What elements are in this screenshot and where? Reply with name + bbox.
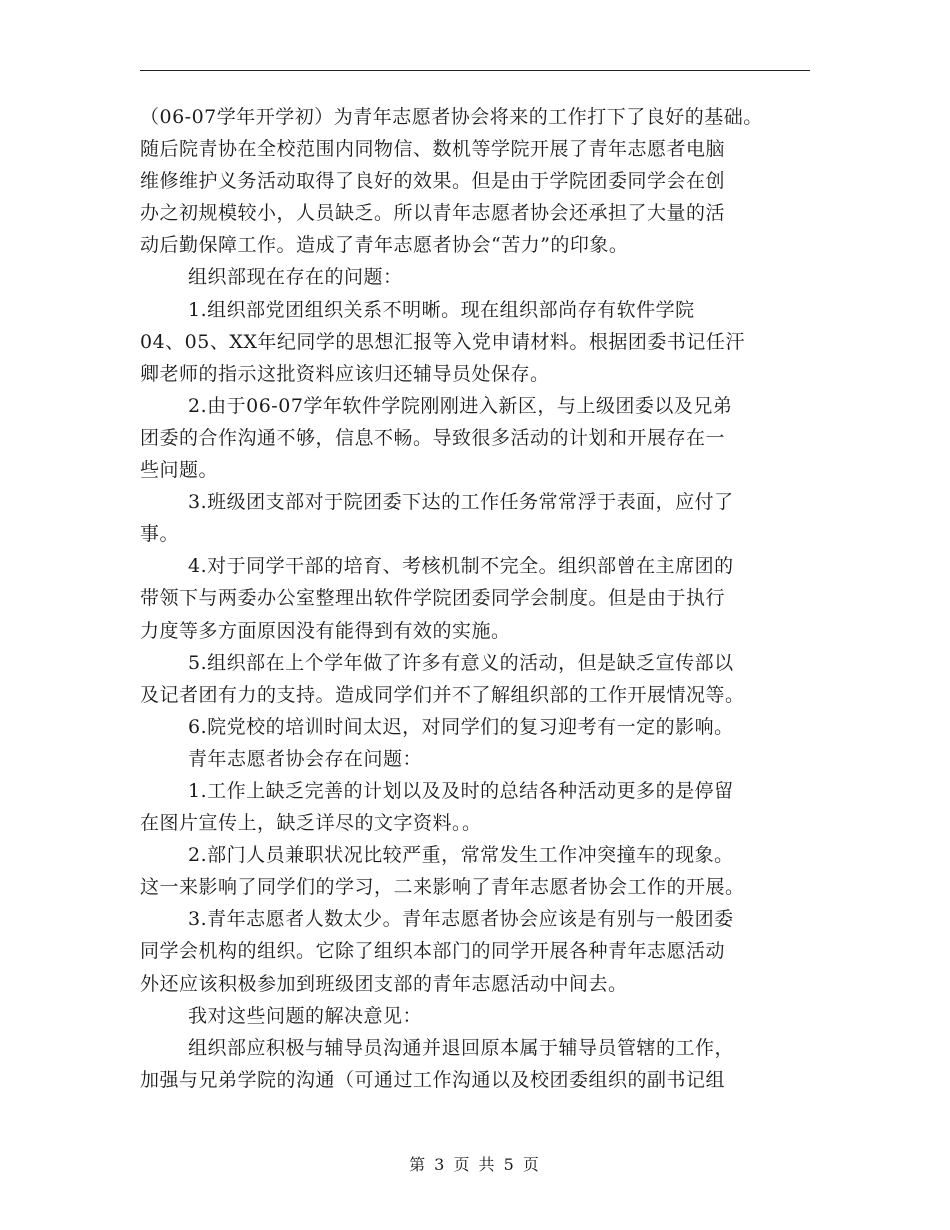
text-line: 带领下与两委办公室整理出软件学院团委同学会制度。但是由于执行 xyxy=(140,587,726,610)
text-line: 办之初规模较小，人员缺乏。所以青年志愿者协会还承担了大量的活 xyxy=(140,202,726,225)
text-line: 维修维护义务活动取得了良好的效果。但是由于学院团委同学会在创 xyxy=(140,170,726,193)
text-line: 些问题。 xyxy=(140,459,219,482)
text-line: 加强与兄弟学院的沟通（可通过工作沟通以及校团委组织的副书记组 xyxy=(140,1068,726,1091)
text-line: 3.青年志愿者人数太少。青年志愿者协会应该是有别与一般团委 xyxy=(188,908,734,931)
header-rule xyxy=(140,70,810,71)
section-heading: 青年志愿者协会存在问题： xyxy=(188,747,423,770)
section-heading: 我对这些问题的解决意见： xyxy=(188,1004,423,1027)
text-line: 3.班级团支部对于院团委下达的工作任务常常浮于表面，应付了 xyxy=(188,491,734,514)
text-line: 04、05、XX年纪同学的思想汇报等入党申请材料。根据团委书记任汗 xyxy=(140,330,745,353)
section-heading: 组织部现在存在的问题： xyxy=(188,266,403,289)
text-line: （06-07学年开学初）为青年志愿者协会将来的工作打下了良好的基础。 xyxy=(140,106,763,128)
text-line: 4.对于同学干部的培育、考核机制不完全。组织部曾在主席团的 xyxy=(188,555,734,578)
text-line: 这一来影响了同学们的学习，二来影响了青年志愿者协会工作的开展。 xyxy=(140,876,745,899)
text-line: 事。 xyxy=(140,523,180,546)
text-line: 力度等多方面原因没有能得到有效的实施。 xyxy=(140,619,511,642)
text-line: 在图片宣传上，缺乏详尽的文字资料。。 xyxy=(140,812,482,835)
text-line: 随后院青协在全校范围内同物信、数机等学院开展了青年志愿者电脑 xyxy=(140,138,726,161)
text-line: 组织部应积极与辅导员沟通并退回原本属于辅导员管辖的工作， xyxy=(188,1036,735,1059)
text-line: 同学会机构的组织。它除了组织本部门的同学开展各种青年志愿活动 xyxy=(140,940,726,963)
text-line: 6.院党校的培训时间太迟，对同学们的复习迎考有一定的影响。 xyxy=(188,715,734,738)
text-line: 卿老师的指示这批资料应该归还辅导员处保存。 xyxy=(140,362,550,385)
text-line: 2.由于06-07学年软件学院刚刚进入新区，与上级团委以及兄弟 xyxy=(188,394,733,417)
text-line: 动后勤保障工作。造成了青年志愿者协会“苦力”的印象。 xyxy=(140,234,629,257)
text-line: 团委的合作沟通不够，信息不畅。导致很多活动的计划和开展存在一 xyxy=(140,426,726,449)
page-number: 第 3 页 共 5 页 xyxy=(409,1155,541,1174)
document-body xyxy=(140,101,820,1096)
text-line: 1.工作上缺乏完善的计划以及及时的总结各种活动更多的是停留 xyxy=(188,779,734,802)
text-line: 2.部门人员兼职状况比较严重，常常发生工作冲突撞车的现象。 xyxy=(188,844,734,867)
text-line: 5.组织部在上个学年做了许多有意义的活动，但是缺乏宣传部以 xyxy=(188,651,734,674)
text-line: 1.组织部党团组织关系不明晰。现在组织部尚存有软件学院 xyxy=(188,298,695,321)
text-line: 外还应该积极参加到班级团支部的青年志愿活动中间去。 xyxy=(140,972,628,995)
text-line: 及记者团有力的支持。造成同学们并不了解组织部的工作开展情况等。 xyxy=(140,683,745,706)
